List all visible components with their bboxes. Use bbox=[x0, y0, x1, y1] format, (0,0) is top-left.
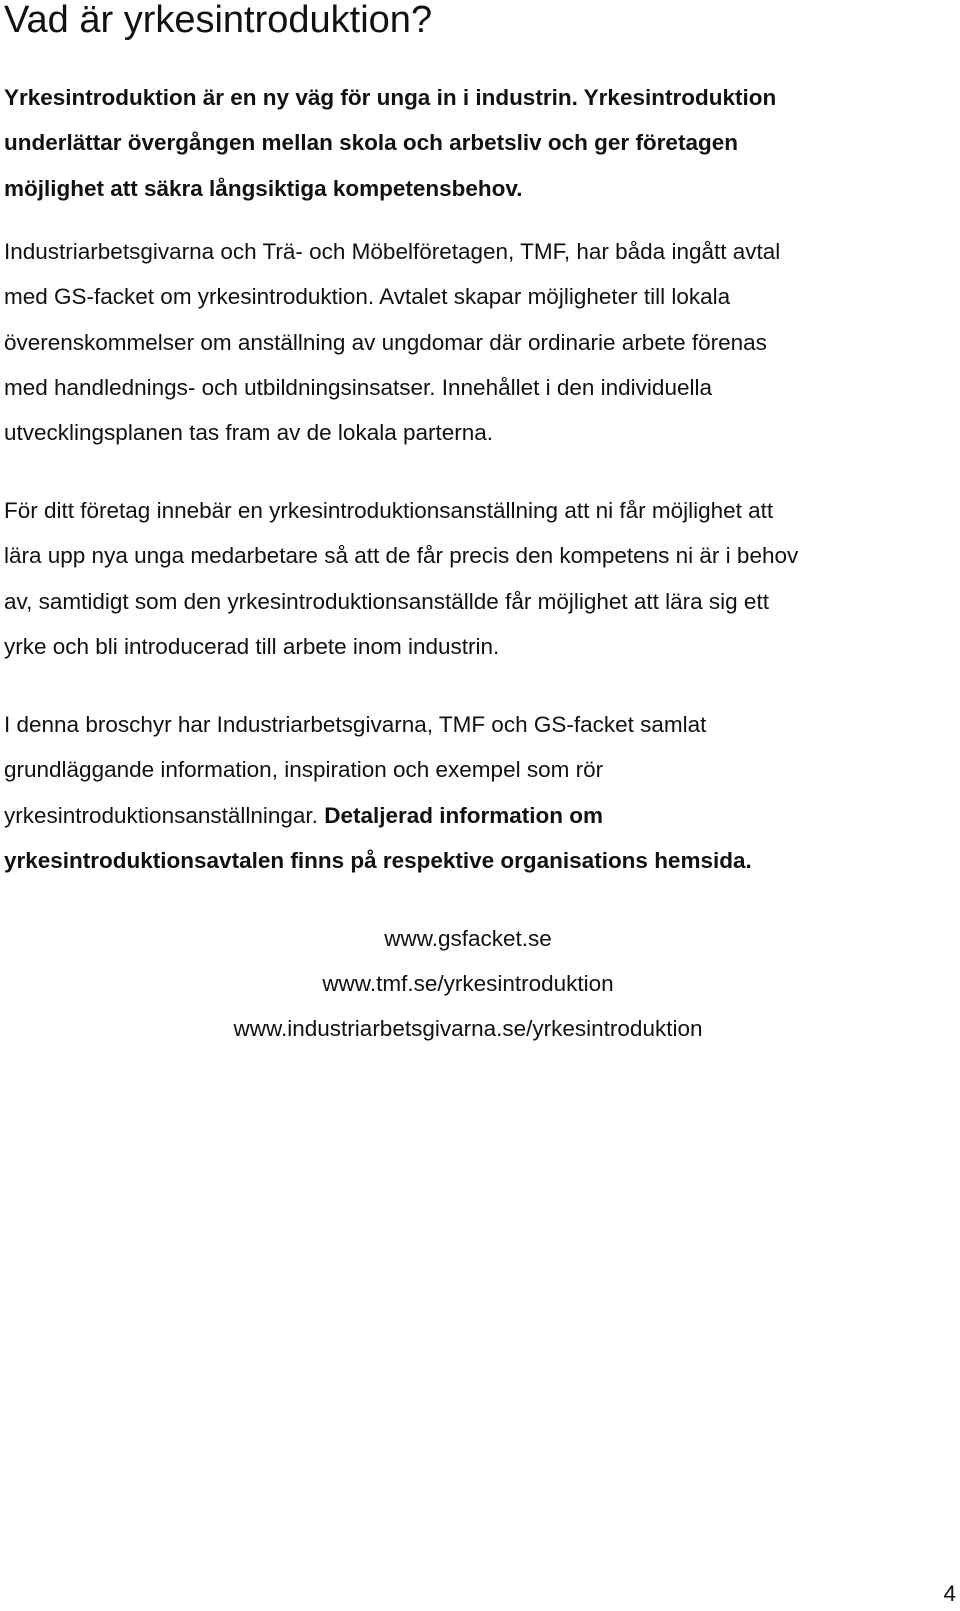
paragraph-line: överenskommelser om anställning av ungdomar där ordinarie arbete förenas bbox=[4, 329, 767, 355]
lead-line: Yrkesintroduktion är en ny väg för unga in i industrin. Yrkesintroduktion bbox=[4, 85, 777, 110]
agreement-paragraph bbox=[4, 229, 954, 455]
website-link-tmf: www.tmf.se/yrkesintroduktion bbox=[322, 971, 614, 996]
paragraph-line: Industriarbetsgivarna och Trä- och Möbelföretagen, TMF, har båda ingått avtal bbox=[4, 239, 781, 264]
paragraph-text: yrkesintroduktionsanställningar. bbox=[4, 802, 318, 828]
paragraph-line bbox=[4, 793, 954, 838]
paragraph-line: med handlednings- och utbildningsinsatser. Innehållet i den individuella bbox=[4, 374, 712, 400]
website-links bbox=[0, 916, 960, 1051]
website-link-industriarbetsgivarna: www.industriarbetsgivarna.se/yrkesintroduktion bbox=[233, 1016, 703, 1041]
paragraph-line: yrke och bli introducerad till arbete inom industrin. bbox=[4, 633, 500, 659]
bold-emphasis: Detaljerad information om bbox=[324, 802, 603, 828]
brochure-info-paragraph bbox=[4, 702, 954, 883]
paragraph-line: utvecklingsplanen tas fram av de lokala parterna. bbox=[4, 420, 494, 446]
paragraph-line: lära upp nya unga medarbetare så att de får precis den kompetens ni är i behov bbox=[4, 543, 799, 569]
company-benefit-paragraph bbox=[4, 488, 954, 669]
page-number: 4 bbox=[943, 1581, 956, 1606]
paragraph-line: grundläggande information, inspiration och exempel som rör bbox=[4, 757, 604, 783]
website-link-gsfacket: www.gsfacket.se bbox=[384, 926, 552, 951]
paragraph-line: med GS-facket om yrkesintroduktion. Avtalet skapar möjligheter till lokala bbox=[4, 284, 731, 310]
lead-paragraph bbox=[4, 75, 954, 211]
lead-line: underlättar övergången mellan skola och arbetsliv och ger företagen bbox=[4, 130, 738, 156]
lead-line: möjlighet att säkra långsiktiga kompetensbehov. bbox=[4, 175, 523, 201]
bold-emphasis-line: yrkesintroduktionsavtalen finns på respektive organisations hemsida. bbox=[4, 847, 752, 873]
page-title: Vad är yrkesintroduktion? bbox=[4, 0, 433, 41]
paragraph-line: För ditt företag innebär en yrkesintroduktionsanställning att ni får möjlighet att bbox=[4, 498, 774, 523]
paragraph-line: av, samtidigt som den yrkesintroduktionsanställde får möjlighet att lära sig ett bbox=[4, 588, 769, 614]
paragraph-line: I denna broschyr har Industriarbetsgivarna, TMF och GS-facket samlat bbox=[4, 712, 707, 737]
